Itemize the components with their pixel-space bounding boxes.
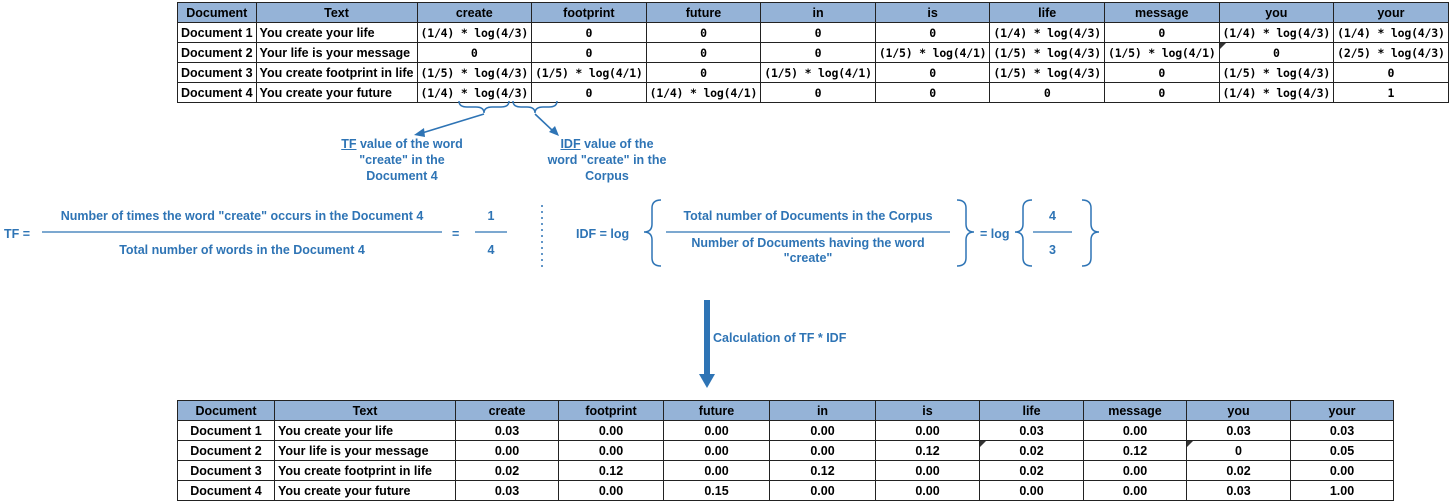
idf-brace	[513, 101, 557, 113]
col-header: is	[875, 3, 990, 23]
calculation-label: Calculation of TF * IDF	[713, 331, 847, 345]
table-cell: (1/5) * log(4/1)	[875, 43, 990, 63]
idf-right-brace	[957, 200, 974, 266]
table-cell: 0.00	[876, 421, 980, 441]
table-cell: Document 2	[178, 43, 257, 63]
table-cell: 0	[1334, 63, 1449, 83]
table-cell: 0.05	[1291, 441, 1394, 461]
down-arrow-shaft	[704, 300, 710, 376]
idf-left-brace	[644, 200, 661, 266]
table-cell: 0.02	[980, 461, 1084, 481]
table-cell: 0.00	[1291, 461, 1394, 481]
col-header: you	[1219, 3, 1334, 23]
table-cell: (1/5) * log(4/1)	[1104, 43, 1219, 63]
table-cell: 0.03	[1291, 421, 1394, 441]
tf-note-rest: value of the word	[356, 137, 463, 151]
col-header: your	[1334, 3, 1449, 23]
table-cell: (1/4) * log(4/3)	[990, 23, 1105, 43]
table-cell: 0	[532, 23, 647, 43]
table-cell: 0	[1104, 83, 1219, 103]
tf-note-line3: Document 4	[366, 169, 438, 183]
table-cell: You create your life	[275, 421, 456, 441]
table-cell: You create footprint in life	[275, 461, 456, 481]
table-cell: 0.00	[980, 481, 1084, 501]
table-cell: 0.00	[664, 421, 770, 441]
idf-denominator	[666, 236, 950, 266]
table-cell: 0.00	[1084, 481, 1187, 501]
result-left-brace	[1015, 200, 1032, 266]
table-row	[178, 481, 1394, 501]
table-cell: 0.00	[559, 441, 664, 461]
tf-note	[322, 136, 482, 184]
table-cell: (1/5) * log(4/3)	[1219, 63, 1334, 83]
table-cell: 0.00	[876, 461, 980, 481]
col-header: Document	[178, 401, 275, 421]
table-cell: 0	[990, 83, 1105, 103]
table-cell: Document 2	[178, 441, 275, 461]
col-header: create	[417, 3, 532, 23]
table-cell: Your life is your message	[275, 441, 456, 461]
table-cell: Document 4	[178, 83, 257, 103]
table-cell: 0	[761, 23, 876, 43]
table-cell: 0.03	[980, 421, 1084, 441]
col-header: in	[770, 401, 876, 421]
table-cell: You create your life	[256, 23, 417, 43]
table-cell: (2/5) * log(4/3)	[1334, 43, 1449, 63]
idf-note-rest: value of the	[580, 137, 654, 151]
table-cell: 0.00	[559, 421, 664, 441]
table-cell: (1/5) * log(4/3)	[990, 63, 1105, 83]
idf-equals-log: = log	[980, 227, 1010, 241]
table-row	[178, 421, 1394, 441]
table-cell: 0	[417, 43, 532, 63]
table-cell: 0	[1187, 441, 1291, 461]
tf-brace	[459, 101, 509, 113]
table-cell: (1/4) * log(4/3)	[417, 83, 532, 103]
table-cell: 0.00	[559, 481, 664, 501]
col-header: life	[980, 401, 1084, 421]
idf-label: IDF = log	[576, 227, 630, 241]
col-header: in	[761, 3, 876, 23]
table-row	[178, 441, 1394, 461]
table-cell: (1/5) * log(4/3)	[990, 43, 1105, 63]
table-cell: 0	[875, 83, 990, 103]
table-cell: (1/4) * log(4/3)	[417, 23, 532, 43]
table-cell: 0.12	[770, 461, 876, 481]
table-cell: 0.00	[876, 481, 980, 501]
col-header: is	[876, 401, 980, 421]
table-cell: 0.03	[456, 421, 559, 441]
table-cell: 0	[646, 43, 761, 63]
table-cell: Document 1	[178, 23, 257, 43]
table-row	[178, 461, 1394, 481]
table-cell: 0	[646, 23, 761, 43]
col-header: footprint	[532, 3, 647, 23]
tf-denominator: Total number of words in the Document 4	[119, 243, 365, 257]
col-header: Document	[178, 3, 257, 23]
table-cell: 0	[1104, 23, 1219, 43]
table-cell: Document 3	[178, 461, 275, 481]
table-cell: 0	[761, 83, 876, 103]
table-cell: Document 4	[178, 481, 275, 501]
table-cell: You create your future	[275, 481, 456, 501]
table-cell: 0.02	[980, 441, 1084, 461]
idf-result-denominator: 3	[1049, 243, 1056, 257]
table-cell: 0.00	[1084, 461, 1187, 481]
table-cell: 0	[532, 43, 647, 63]
idf-denominator-line2: "create"	[783, 251, 833, 265]
table-cell: 0	[875, 23, 990, 43]
table-cell: You create your future	[256, 83, 417, 103]
table-cell: 0.03	[1187, 421, 1291, 441]
table-cell: 0	[761, 43, 876, 63]
table-cell: (1/4) * log(4/3)	[1219, 23, 1334, 43]
tf-equals: =	[452, 227, 460, 241]
col-header: Text	[275, 401, 456, 421]
table-cell: 0.00	[770, 421, 876, 441]
col-header: footprint	[559, 401, 664, 421]
table-cell: 0.00	[770, 441, 876, 461]
idf-note-line2: word "create" in the	[547, 153, 667, 167]
tf-result-numerator: 1	[487, 209, 495, 223]
header-row	[178, 401, 1394, 421]
col-header: your	[1291, 401, 1394, 421]
col-header: message	[1104, 3, 1219, 23]
table-cell: Document 1	[178, 421, 275, 441]
tf-result-denominator: 4	[487, 243, 495, 257]
table-cell: 0.00	[456, 441, 559, 461]
table-cell: 0	[875, 63, 990, 83]
table-cell: (1/4) * log(4/1)	[646, 83, 761, 103]
table-cell: Document 3	[178, 63, 257, 83]
col-header: create	[456, 401, 559, 421]
result-right-brace	[1082, 200, 1099, 266]
table-cell: Your life is your message	[256, 43, 417, 63]
table-cell: (1/5) * log(4/3)	[417, 63, 532, 83]
col-header: life	[990, 3, 1105, 23]
tf-label: TF =	[4, 227, 31, 241]
table-cell: 0	[646, 63, 761, 83]
table-cell: 0	[1104, 63, 1219, 83]
idf-note-line3: Corpus	[585, 169, 629, 183]
table-cell: 1	[1334, 83, 1449, 103]
table-cell: 0.02	[456, 461, 559, 481]
table-cell: (1/5) * log(4/1)	[761, 63, 876, 83]
table-cell: 0.03	[1187, 481, 1291, 501]
tf-note-abbr: TF	[341, 137, 357, 151]
table-cell: You create footprint in life	[256, 63, 417, 83]
idf-note	[532, 136, 682, 184]
tf-arrow	[422, 114, 484, 133]
table-cell: 0.15	[664, 481, 770, 501]
table-cell: 0.00	[664, 441, 770, 461]
table-cell: 0.12	[1084, 441, 1187, 461]
col-header: future	[664, 401, 770, 421]
idf-note-abbr: IDF	[560, 137, 581, 151]
tf-idf-value-table	[177, 400, 1394, 501]
table-cell: 0.02	[1187, 461, 1291, 481]
col-header: Text	[256, 3, 417, 23]
idf-arrow	[535, 114, 553, 131]
table-cell: 0.12	[876, 441, 980, 461]
table-cell: 0.00	[1084, 421, 1187, 441]
idf-denominator-line1: Number of Documents having the word	[691, 236, 925, 250]
down-arrow-head	[699, 374, 715, 388]
col-header: future	[646, 3, 761, 23]
tf-numerator: Number of times the word "create" occurs in the Document 4	[60, 209, 424, 223]
idf-numerator: Total number of Documents in the Corpus	[683, 209, 933, 223]
table-cell: 0.12	[559, 461, 664, 481]
table-cell: 0	[1219, 43, 1334, 63]
table-cell: (1/5) * log(4/1)	[532, 63, 647, 83]
idf-result-numerator: 4	[1049, 209, 1056, 223]
tf-note-line2: "create" in the	[359, 153, 445, 167]
col-header: message	[1084, 401, 1187, 421]
table-cell: 0.00	[664, 461, 770, 481]
table-cell: 0.03	[456, 481, 559, 501]
table-cell: (1/4) * log(4/3)	[1219, 83, 1334, 103]
table-cell: 0.00	[770, 481, 876, 501]
table-cell: 1.00	[1291, 481, 1394, 501]
col-header: you	[1187, 401, 1291, 421]
table-cell: (1/4) * log(4/3)	[1334, 23, 1449, 43]
table-cell: 0	[532, 83, 647, 103]
